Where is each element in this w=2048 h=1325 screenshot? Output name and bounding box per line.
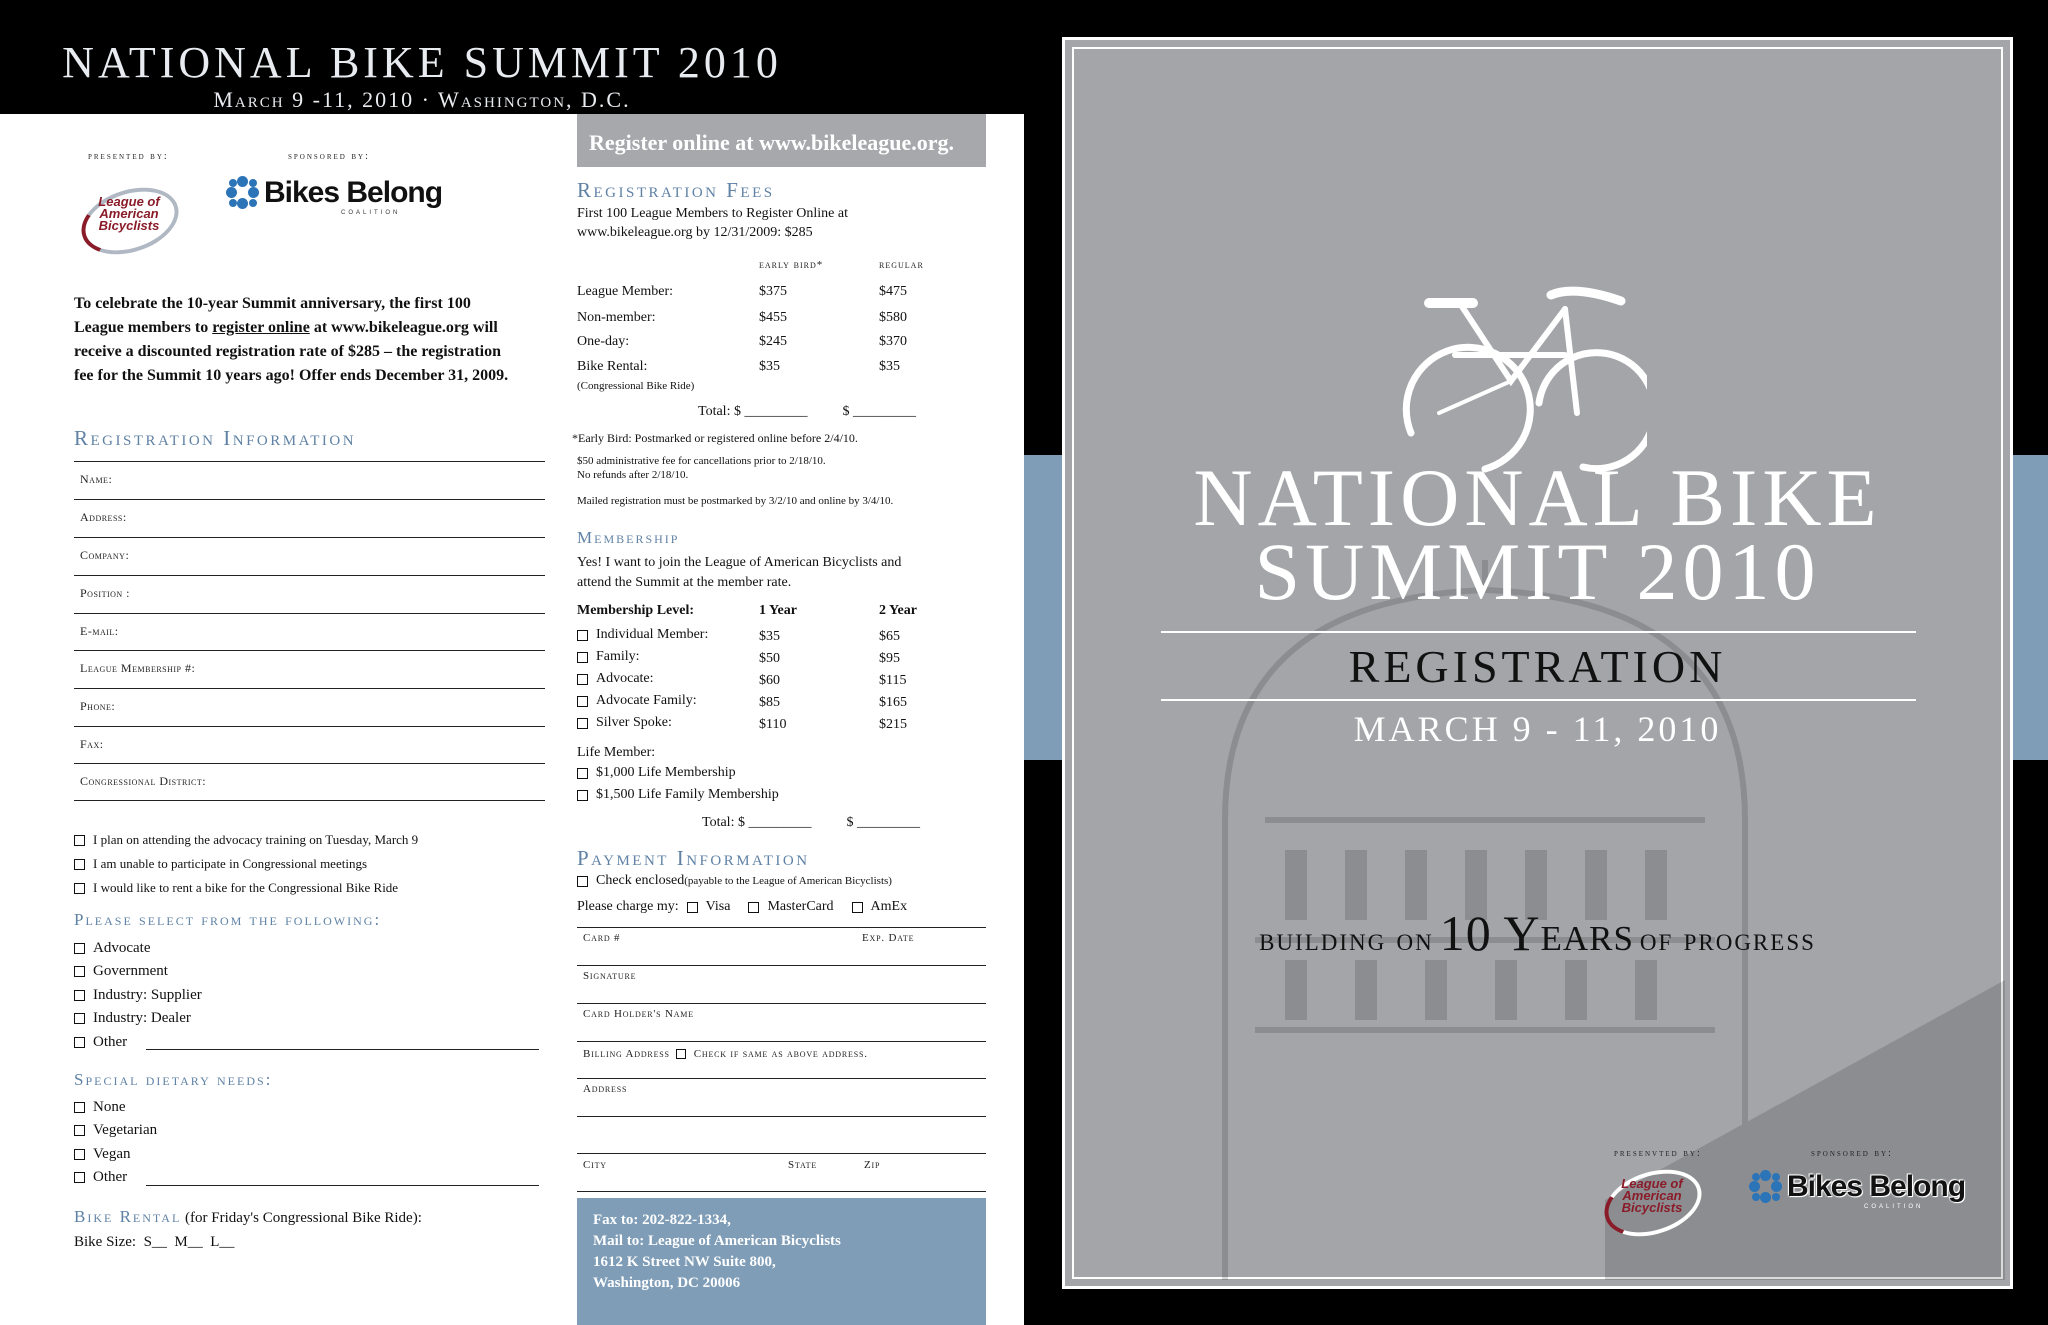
membership-1yr-price: $110 — [759, 717, 787, 732]
membership-1yr-price: $85 — [759, 695, 780, 710]
fee-early: $245 — [759, 334, 787, 349]
membership-title: Membership — [577, 528, 680, 547]
intro-paragraph: To celebrate the 10-year Summit anniversary, the first 100 League members to register online at www.bikeleague.org will receive a discounted registration rate of $285 – the registration fee for the Summit 10 years ago! Offer ends December 31, 2009. — [74, 295, 509, 384]
address-line-2-field[interactable] — [577, 1116, 986, 1153]
membership-intro-line2: attend the Summit at the member rate. — [577, 575, 792, 590]
league-of-american-bicyclists-logo: League of American Bicyclists — [74, 186, 184, 256]
cover-bikes-belong-logo: Bikes Belong COALITION — [1749, 1170, 1965, 1204]
cancellation-note: $50 administrative fee for cancellations prior to 2/18/10. — [577, 455, 826, 467]
address-field[interactable]: Address: — [74, 499, 545, 537]
life-membership-1000[interactable]: $1,000 Life Membership — [577, 765, 736, 781]
bike-rental-heading: Bike Rental (for Friday's Congressional Bike Ride): — [74, 1207, 422, 1226]
bike-size-selection[interactable]: Bike Size: S__ M__ L__ — [74, 1234, 235, 1250]
bicycle-icon — [1399, 283, 1647, 473]
charge-options: Please charge my: Visa MasterCard AmEx — [577, 899, 908, 914]
fax-field[interactable]: Fax: — [74, 726, 545, 764]
cover-presented-by-label: presenvted by: — [1614, 1148, 1702, 1159]
checkbox[interactable] — [74, 883, 85, 894]
bikes-belong-flower-icon — [1749, 1170, 1783, 1204]
amex-checkbox[interactable] — [852, 902, 863, 913]
select-other[interactable]: Other — [74, 1034, 127, 1051]
fee-early: $35 — [759, 359, 780, 374]
checkbox[interactable] — [577, 876, 588, 887]
signature-field[interactable]: Signature — [577, 965, 986, 1003]
membership-level-header: Membership Level: — [577, 603, 695, 618]
fee-early: $375 — [759, 284, 787, 299]
membership-2yr-price: $215 — [879, 717, 907, 732]
checkbox[interactable] — [74, 1102, 85, 1113]
membership-advocate[interactable]: Advocate: — [577, 671, 654, 687]
membership-family[interactable]: Family: — [577, 649, 640, 665]
payment-information-title: Payment Information — [577, 846, 810, 870]
card-holder-name-field[interactable]: Card Holder's Name — [577, 1003, 986, 1041]
fees-intro-line1: First 100 League Members to Register Online at — [577, 206, 848, 221]
checkbox[interactable] — [74, 835, 85, 846]
diet-vegan[interactable]: Vegan — [74, 1146, 131, 1163]
name-field[interactable]: Name: — [74, 461, 545, 499]
select-government[interactable]: Government — [74, 963, 168, 980]
option-rent-bike[interactable]: I would like to rent a bike for the Congressional Bike Ride — [74, 880, 398, 896]
early-bird-note: *Early Bird: Postmarked or registered online before 2/4/10. — [572, 431, 858, 445]
select-other-input-line[interactable] — [146, 1049, 539, 1050]
fee-label: League Member: — [577, 284, 674, 299]
diet-other-input-line[interactable] — [146, 1185, 539, 1186]
option-advocacy-training[interactable]: I plan on attending the advocacy training on Tuesday, March 9 — [74, 832, 418, 848]
membership-1yr-price: $35 — [759, 629, 780, 644]
membership-total[interactable]: Total: $ _________ $ _________ — [702, 815, 920, 830]
league-membership-number-field[interactable]: League Membership #: — [74, 650, 545, 688]
checkbox[interactable] — [577, 630, 588, 641]
bikes-belong-logo: Bikes Belong COALITION — [226, 176, 442, 210]
fee-label: Bike Rental: — [577, 359, 648, 374]
state-label: State — [788, 1159, 818, 1171]
cover-page — [1062, 37, 2013, 1289]
checkbox[interactable] — [577, 674, 588, 685]
membership-2yr-price: $95 — [879, 651, 900, 666]
check-enclosed-option[interactable]: Check enclosed (payable to the League of American Bicyclists) — [577, 873, 892, 889]
diet-none[interactable]: None — [74, 1099, 126, 1116]
cover-title-line1: NATIONAL BIKE — [1193, 452, 1882, 543]
cover-registration: REGISTRATION — [1348, 641, 1727, 692]
fee-regular: $370 — [879, 334, 907, 349]
address-field[interactable]: Address — [577, 1078, 986, 1116]
visa-checkbox[interactable] — [687, 902, 698, 913]
company-field[interactable]: Company: — [74, 537, 545, 575]
membership-advocate-family[interactable]: Advocate Family: — [577, 693, 697, 709]
expiration-date-label: Exp. Date — [862, 932, 915, 944]
checkbox[interactable] — [577, 696, 588, 707]
position-field[interactable]: Position : — [74, 575, 545, 613]
checkbox[interactable] — [74, 966, 85, 977]
membership-2yr-price: $65 — [879, 629, 900, 644]
cover-rule-bottom — [1161, 699, 1916, 701]
diet-vegetarian[interactable]: Vegetarian — [74, 1122, 157, 1139]
fax-mail-info-box: Fax to: 202-822-1334, Mail to: League of American Bicyclists 1612 K Street NW Suite 800, Washington, DC 20006 — [577, 1198, 986, 1325]
life-member-title: Life Member: — [577, 745, 656, 760]
checkbox[interactable] — [74, 943, 85, 954]
regular-header: regular — [879, 259, 924, 271]
checkbox[interactable] — [74, 1125, 85, 1136]
phone-field[interactable]: Phone: — [74, 688, 545, 726]
checkbox[interactable] — [74, 1149, 85, 1160]
cover-league-logo: League of American Bicyclists — [1597, 1168, 1707, 1238]
cover-sponsored-by-label: sponsored by: — [1811, 1148, 1893, 1159]
checkbox[interactable] — [577, 790, 588, 801]
cover-rule-top — [1161, 631, 1916, 633]
bike-rental-sub: (Congressional Bike Ride) — [577, 380, 695, 392]
dietary-needs-title: Special dietary needs: — [74, 1070, 273, 1089]
life-family-membership-1500[interactable]: $1,500 Life Family Membership — [577, 787, 779, 803]
fee-early: $455 — [759, 310, 787, 325]
please-select-title: Please select from the following: — [74, 910, 382, 929]
cover-tagline: building on 10 Years of progress — [1259, 905, 1816, 961]
billing-address-row: Billing Address Check if same as above address. — [577, 1041, 986, 1078]
header-title: NATIONAL BIKE SUMMIT 2010 — [62, 38, 782, 87]
checkbox[interactable] — [74, 1172, 85, 1183]
register-online-link[interactable]: register online — [212, 319, 310, 336]
cover-title-line2: SUMMIT 2010 — [1254, 526, 1821, 617]
payment-bottom-rule — [577, 1191, 986, 1192]
fee-label: One-day: — [577, 334, 630, 349]
same-address-checkbox[interactable] — [676, 1049, 686, 1059]
card-number-field[interactable]: Card # Exp. Date — [577, 927, 986, 965]
fee-regular: $475 — [879, 284, 907, 299]
membership-2yr-price: $165 — [879, 695, 907, 710]
fees-total[interactable]: Total: $ _________ $ _________ — [698, 404, 916, 419]
sponsored-by-label: sponsored by: — [288, 151, 370, 162]
congressional-district-field[interactable]: Congressional District: — [74, 763, 545, 801]
membership-1yr-price: $50 — [759, 651, 780, 666]
select-industry-dealer[interactable]: Industry: Dealer — [74, 1010, 191, 1027]
checkbox[interactable] — [74, 859, 85, 870]
checkbox[interactable] — [74, 990, 85, 1001]
mastercard-checkbox[interactable] — [748, 902, 759, 913]
membership-1yr-price: $60 — [759, 673, 780, 688]
fee-regular: $35 — [879, 359, 900, 374]
checkbox[interactable] — [577, 718, 588, 729]
select-industry-supplier[interactable]: Industry: Supplier — [74, 987, 202, 1004]
membership-silver-spoke[interactable]: Silver Spoke: — [577, 715, 672, 731]
fee-label: Non-member: — [577, 310, 656, 325]
checkbox[interactable] — [74, 1037, 85, 1048]
fees-intro-line2: www.bikeleague.org by 12/31/2009: $285 — [577, 225, 813, 240]
membership-2yr-price: $115 — [879, 673, 907, 688]
email-field[interactable]: E-mail: — [74, 613, 545, 651]
diet-other[interactable]: Other — [74, 1169, 127, 1186]
fee-regular: $580 — [879, 310, 907, 325]
checkbox[interactable] — [577, 768, 588, 779]
membership-intro-line1: Yes! I want to join the League of American Bicyclists and — [577, 555, 902, 570]
early-bird-header: early bird* — [759, 259, 824, 271]
select-advocate[interactable]: Advocate — [74, 940, 150, 957]
city-state-zip-field[interactable]: City State Zip — [577, 1153, 986, 1191]
membership-individual[interactable]: Individual Member: — [577, 627, 708, 643]
one-year-header: 1 Year — [759, 603, 797, 618]
cover-date: MARCH 9 - 11, 2010 — [1353, 709, 1722, 749]
refund-note: No refunds after 2/18/10. — [577, 469, 689, 481]
registration-information-title: Registration Information — [74, 426, 357, 450]
presented-by-label: presented by: — [88, 151, 169, 162]
checkbox[interactable] — [577, 652, 588, 663]
brochure-header — [0, 0, 1024, 114]
zip-label: Zip — [864, 1159, 881, 1171]
option-no-congressional-meetings[interactable]: I am unable to participate in Congressional meetings — [74, 856, 367, 872]
bikes-belong-flower-icon — [226, 176, 260, 210]
register-online-bar[interactable]: Register online at www.bikeleague.org. — [577, 114, 986, 167]
registration-fees-title: Registration Fees — [577, 178, 775, 202]
mailed-note: Mailed registration must be postmarked by 3/2/10 and online by 3/4/10. — [577, 495, 894, 507]
checkbox[interactable] — [74, 1013, 85, 1024]
field-bottom-rule — [74, 800, 545, 801]
two-year-header: 2 Year — [879, 603, 917, 618]
header-subtitle: March 9 -11, 2010 · Washington, D.C. — [213, 87, 631, 112]
